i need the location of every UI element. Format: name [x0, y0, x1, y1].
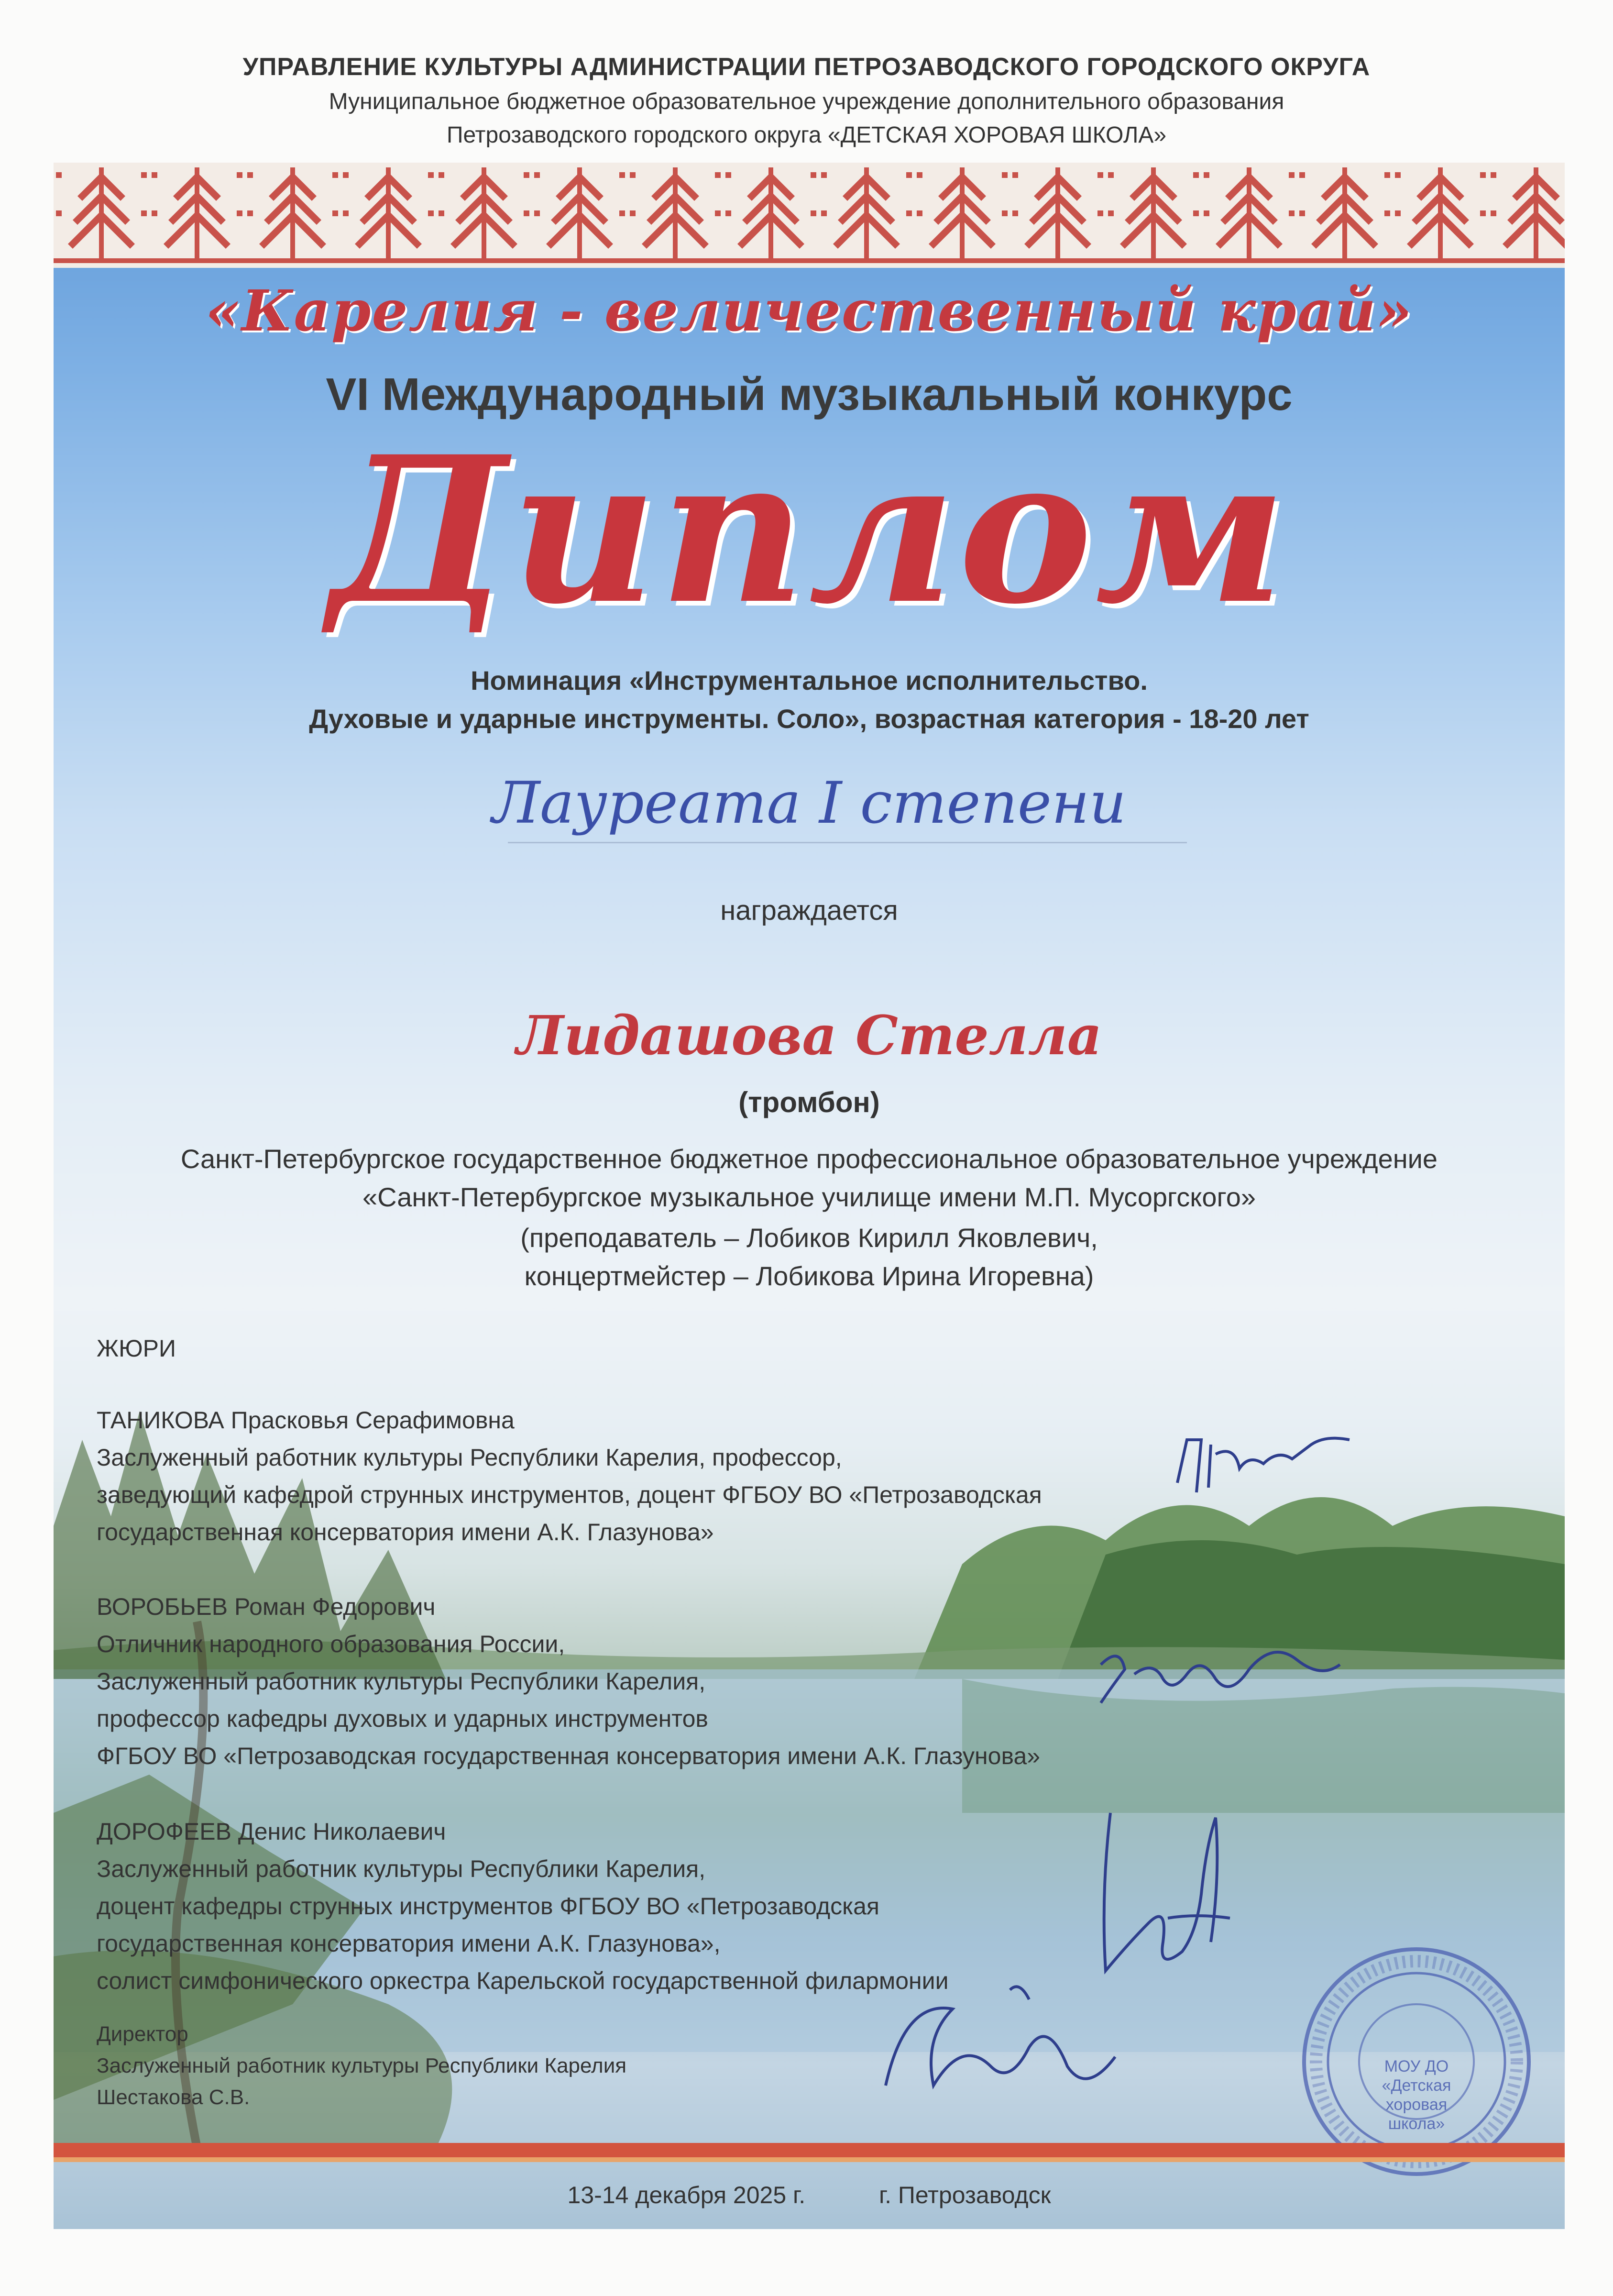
awarded-label: награждается	[720, 895, 898, 926]
jury-member-line: доцент кафедры струнных инструментов ФГБОУ ВО «Петрозаводская	[97, 1893, 880, 1920]
bottom-band	[54, 2143, 1565, 2157]
jury-member-line: ФГБОУ ВО «Петрозаводская государственная консерватория имени А.К. Глазунова»	[97, 1743, 1041, 1769]
footer-date: 13-14 декабря 2025 г.	[567, 2182, 806, 2208]
jury-member-line: государственная консерватория имени А.К. Глазунова»,	[97, 1930, 721, 1957]
degree-underline	[508, 842, 1187, 843]
stamp-line: хоровая	[1385, 2096, 1448, 2114]
jury-member-line: солист симфонического оркестра Карельской государственной филармонии	[97, 1967, 949, 1994]
jury-member-line: Отличник народного образования России,	[97, 1631, 565, 1657]
director-name: Шестакова С.В.	[97, 2086, 250, 2109]
director-line: Заслуженный работник культуры Республики Карелия	[97, 2054, 627, 2077]
header-line-1: УПРАВЛЕНИЕ КУЛЬТУРЫ АДМИНИСТРАЦИИ ПЕТРОЗАВОДСКОГО ГОРОДСКОГО ОКРУГА	[242, 53, 1371, 81]
diploma-heading: Диплом	[329, 413, 1289, 649]
header-line-2: Муниципальное бюджетное образовательное учреждение дополнительного образования	[329, 89, 1284, 114]
nomination-line-2: Духовые и ударные инструменты. Соло», возрастная категория - 18-20 лет	[309, 704, 1309, 734]
director-block	[97, 2019, 626, 2113]
contest-title: VI Международный музыкальный конкурс	[326, 369, 1293, 420]
jury-member-line: заведующий кафедрой струнных инструментов, доцент ФГБОУ ВО «Петрозаводская	[97, 1481, 1042, 1508]
stamp-line: «Детская	[1382, 2076, 1451, 2095]
jury-member-name: ДОРОФЕЕВ Денис Николаевич	[97, 1818, 446, 1845]
institution-line-2: «Санкт-Петербургское музыкальное училище имени М.П. Мусоргского»	[362, 1182, 1256, 1212]
recipient-name: Лидашова Стелла	[516, 1004, 1102, 1067]
jury-member-1	[97, 1402, 1042, 1551]
jury-member-3	[97, 1813, 949, 1999]
bottom-band-accent	[54, 2157, 1565, 2162]
director-title: Директор	[97, 2022, 188, 2046]
signature-tanikova	[1168, 1425, 1369, 1512]
stamp-line: МОУ ДО	[1384, 2057, 1449, 2075]
degree-handwritten: Лауреата I степени	[492, 770, 1127, 837]
signature-dorofeev	[1072, 1799, 1254, 1999]
jury-member-2	[97, 1588, 1040, 1775]
recipient-instrument: (тромбон)	[738, 1086, 880, 1118]
jury-member-line: Заслуженный работник культуры Республики Карелия, профессор,	[97, 1444, 842, 1471]
stamp-text	[1373, 2057, 1459, 2133]
jury-member-line: государственная консерватория имени А.К. Глазунова»	[97, 1519, 714, 1545]
festival-title: «Карелия - величественный край»	[205, 277, 1413, 344]
jury-member-name: ВОРОБЬЕВ Роман Федорович	[97, 1593, 436, 1620]
signature-vorobyev	[1091, 1636, 1359, 1717]
ornament-band	[54, 163, 1565, 268]
footer	[54, 2181, 1565, 2209]
jury-member-line: Заслуженный работник культуры Республики Карелия,	[97, 1855, 706, 1882]
jury-member-name: ТАНИКОВА Прасковья Серафимовна	[97, 1407, 515, 1434]
institution-line-1: Санкт-Петербургское государственное бюджетное профессиональное образовательное учреждение	[180, 1144, 1438, 1174]
institution-line-4: концертмейстер – Лобикова Ирина Игоревна)	[524, 1261, 1094, 1291]
jury-member-line: профессор кафедры духовых и ударных инструментов	[97, 1705, 708, 1732]
diploma-poster	[54, 163, 1565, 2229]
institution-line-3: (преподаватель – Лобиков Кирилл Яковлевич,	[520, 1223, 1098, 1253]
stamp-line: школа»	[1388, 2115, 1445, 2133]
signature-director	[867, 1971, 1134, 2114]
header-line-3: Петрозаводского городского округа «ДЕТСКАЯ ХОРОВАЯ ШКОЛА»	[446, 122, 1167, 148]
footer-city: г. Петрозаводск	[879, 2182, 1051, 2208]
nomination-line-1: Номинация «Инструментальное исполнительство.	[471, 665, 1148, 695]
jury-member-line: Заслуженный работник культуры Республики Карелия,	[97, 1668, 706, 1695]
jury-title: ЖЮРИ	[97, 1335, 176, 1362]
